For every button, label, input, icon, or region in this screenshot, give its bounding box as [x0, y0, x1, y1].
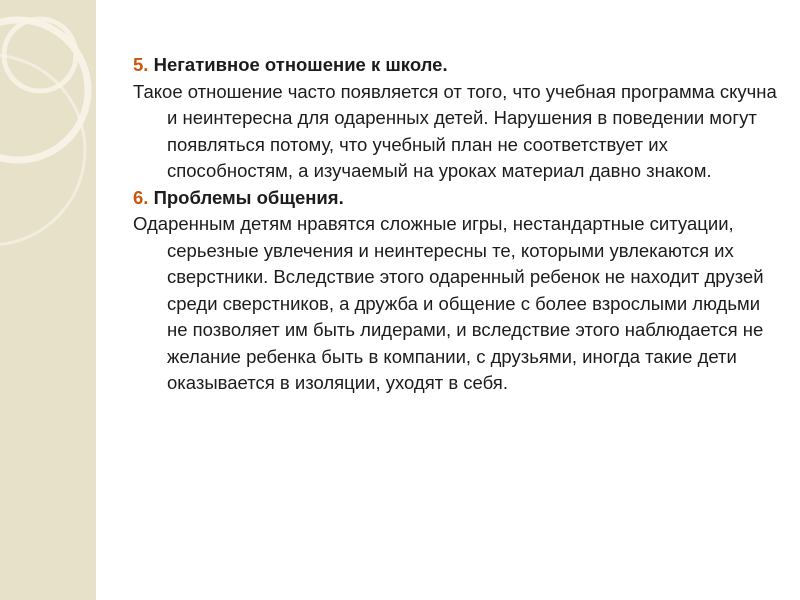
- section-title: Проблемы общения.: [153, 186, 344, 208]
- slide-body: [133, 52, 783, 397]
- section-heading-communication: [133, 185, 783, 212]
- section-number: 6.: [133, 186, 149, 208]
- section-paragraph: Одаренным детям нравятся сложные игры, нестандартные ситуации, серьезные увлечения и неинтересны те, которыми увлекаются их сверстники. Вследствие этого одаренный ребенок не находит друзей среди сверстников, а дружба и общение с более взрослыми людьми не позволяет им быть лидерами, и вследствие этого наблюдается не желание ребенка быть в компании, с друзьями, иногда такие дети оказывается в изоляции, уходят в себя.: [133, 213, 764, 393]
- section-heading-negative-attitude: [133, 52, 783, 79]
- section-title: Негативное отношение к школе.: [153, 54, 448, 75]
- decorative-circles: [0, 0, 96, 600]
- section-paragraph: Такое отношение часто появляется от того, что учебная программа скучна и неинтересна для одаренных детей. Нарушения в поведении могут появляться потому, что учебный план не соответствует их способностям, а изучаемый на уроках материал давно знаком.: [133, 80, 777, 181]
- decorative-side-strip: [0, 0, 96, 600]
- section-number: 5.: [133, 54, 149, 75]
